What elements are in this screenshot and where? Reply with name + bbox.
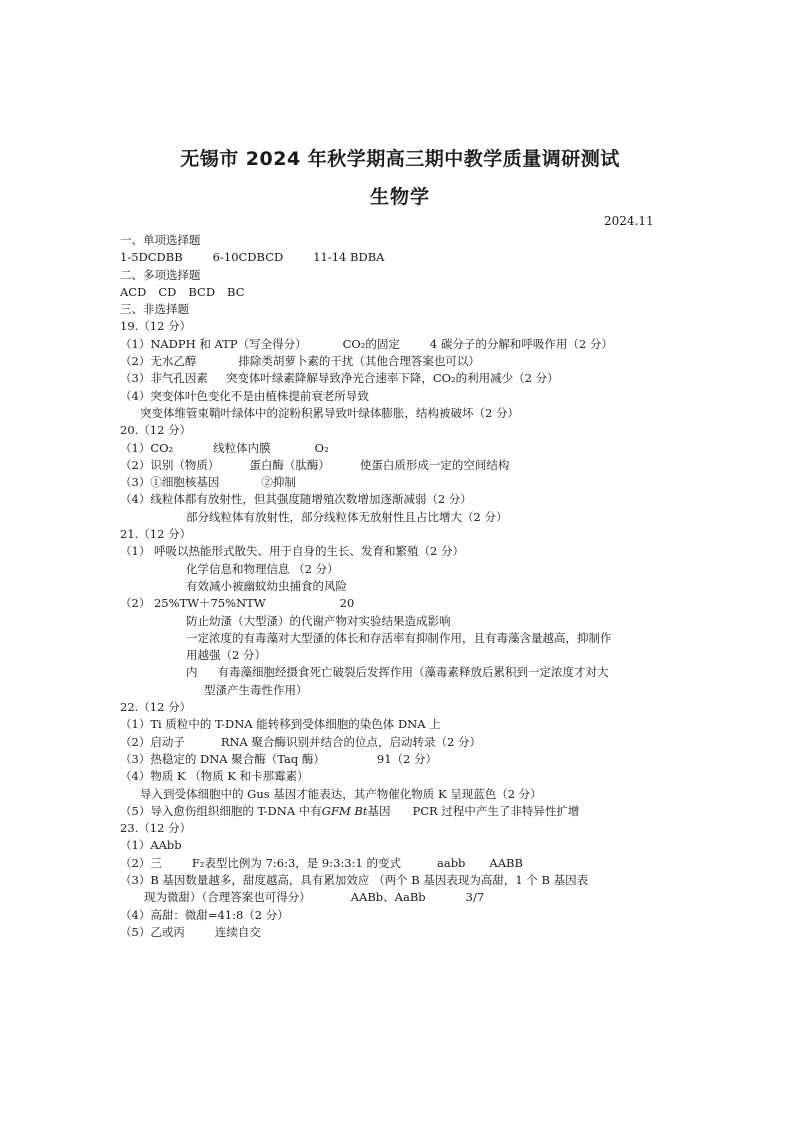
answer-line: 防止幼溞（大型溞）的代谢产物对实验结果造成影响 <box>186 613 451 628</box>
answer-body <box>120 232 680 941</box>
answer-text: 线粒体内膜 <box>213 440 271 455</box>
gene-name: GFM Bt <box>321 803 368 818</box>
section-heading: 三、非选择题 <box>120 302 189 317</box>
section-heading: 一、单项选择题 <box>120 233 201 247</box>
answer-text: CO₂的固定 <box>342 336 400 351</box>
answer-text: （1）NADPH 和 ATP（写全得分） <box>120 336 307 351</box>
answer-text: 91（2 分） <box>376 751 437 766</box>
answer-line <box>120 889 680 906</box>
answer-text: （2） 25%TW＋75%NTW <box>120 596 266 611</box>
answer-line <box>120 440 680 457</box>
answer-group: 11-14 BDBA <box>313 250 385 265</box>
answer-line <box>120 664 680 681</box>
answer-text: aabb <box>436 855 466 870</box>
answer-text: （3）非气孔因素 <box>120 371 208 386</box>
answer-text: （3）①细胞核基因 <box>120 475 220 490</box>
question-header: 22.（12 分） <box>120 700 192 715</box>
answer-line: 一定浓度的有毒藻对大型溞的体长和存活率有抑制作用，且有毒藻含量越高，抑制作 <box>186 630 612 645</box>
answer-line: 型溞产生毒性作用） <box>204 682 308 697</box>
answer-text: （1）CO₂ <box>120 440 174 455</box>
answer-line: （3）B 基因数量越多，甜度越高，具有累加效应 （两个 B 基因表现为高甜，1 个 B 基因表 <box>120 872 589 887</box>
answer-group: 6-10CDBCD <box>212 250 284 265</box>
answer-text: （2）启动子 <box>120 734 185 749</box>
answer-line <box>120 734 680 751</box>
answer-text: （2）三 <box>120 855 162 870</box>
answer-line: 导入到受体细胞中的 Gus 基因才能表达，其产物催化物质 K 呈现蓝色（2 分） <box>140 786 542 801</box>
answer-line: （1）AAbb <box>120 838 182 853</box>
answer-text: 连续自交 <box>214 924 261 939</box>
answer-text: AABB <box>489 855 523 870</box>
answer-line: （1）Ti 质粒中的 T-DNA 能转移到受体细胞的染色体 DNA 上 <box>120 717 441 732</box>
answer-text: 使蛋白质形成一定的空间结构 <box>359 457 510 472</box>
answer-text: F₂表型比例为 7:6:3，是 9:3:3:1 的变式 <box>191 855 401 870</box>
answer-line <box>120 924 680 941</box>
question-header: 20.（12 分） <box>120 423 192 438</box>
answer-text: 蛋白酶（肽酶） <box>249 457 330 472</box>
answer-line: 突变体维管束鞘叶绿体中的淀粉积累导致叶绿体膨胀，结构被破坏（2 分） <box>140 405 519 420</box>
answer-text: 3/7 <box>465 890 485 905</box>
page-title: 无锡市 2024 年秋学期高三期中教学质量调研测试 <box>180 148 620 170</box>
answer-line: 有效减小被幽蚊幼虫捕食的风险 <box>186 578 347 593</box>
subject-title: 生物学 <box>369 186 430 208</box>
question-header: 23.（12 分） <box>120 821 192 836</box>
answer-line <box>120 855 680 872</box>
answer-text: （5）乙或丙 <box>120 924 185 939</box>
answer-line: 用越强（2 分） <box>186 648 266 663</box>
answer-line <box>120 803 680 820</box>
question-header: 19.（12 分） <box>120 319 192 334</box>
answer-line: （1） 呼吸以热能形式散失、用于自身的生长、发育和繁殖（2 分） <box>120 544 464 559</box>
answer-line: （4）突变体叶色变化不是由植株提前衰老所导致 <box>120 388 369 403</box>
multi-choice-answers <box>120 284 680 301</box>
answer-text: O₂ <box>314 440 329 455</box>
answer-group: ACD <box>120 284 147 299</box>
exam-date: 2024.11 <box>604 214 654 228</box>
answer-text: （2）无水乙醇 <box>120 354 197 369</box>
answer-line <box>120 370 680 387</box>
answer-text: 现为微甜）（合理答案也可得分） <box>144 890 311 905</box>
answer-text: （5）导入愈伤组织细胞的 T-DNA 中有 <box>120 803 322 818</box>
answer-text: 突变体叶绿素降解导致净光合速率下降，CO₂的利用减少（2 分） <box>225 371 559 386</box>
single-choice-answers <box>120 249 680 266</box>
answer-line <box>120 474 680 491</box>
answer-line: （4）高甜：微甜=41:8（2 分） <box>120 907 289 922</box>
answer-text: 4 碳分子的分解和呼吸作用（2 分） <box>429 336 613 351</box>
answer-text: （2）识别（物质） <box>120 457 220 472</box>
answer-group: BCD <box>188 284 216 299</box>
answer-text: （3）热稳定的 DNA 聚合酶（Taq 酶） <box>120 751 325 766</box>
answer-text: 排除类胡萝卜素的干扰（其他合理答案也可以） <box>238 354 480 369</box>
answer-line: （4）物质 K （物质 K 和卡那霉素） <box>120 769 309 784</box>
answer-text: 基因 <box>367 803 391 818</box>
answer-text: 内 <box>186 665 198 680</box>
answer-text: 20 <box>339 596 355 611</box>
answer-line <box>120 751 680 768</box>
answer-text: PCR 过程中产生了非特异性扩增 <box>412 803 580 818</box>
answer-group: BC <box>227 284 245 299</box>
answer-text: RNA 聚合酶识别并结合的位点，启动转录（2 分） <box>220 734 481 749</box>
answer-line <box>120 457 680 474</box>
answer-text: ②抑制 <box>261 475 296 490</box>
answer-line: 部分线粒体有放射性，部分线粒体无放射性且占比增大（2 分） <box>186 509 508 524</box>
answer-group: 1-5DCDBB <box>120 250 183 265</box>
section-heading: 二、多项选择题 <box>120 267 201 282</box>
answer-line <box>120 336 680 353</box>
answer-line <box>120 353 680 370</box>
answer-group: CD <box>158 284 177 299</box>
answer-line: （4）线粒体都有放射性，但其强度随增殖次数增加逐渐减弱（2 分） <box>120 492 472 507</box>
answer-text: AABb、AaBb <box>350 890 426 905</box>
answer-text: 有毒藻细胞经摄食死亡破裂后发挥作用（藻毒素释放后累积到一定浓度才对大 <box>217 665 609 680</box>
answer-line <box>120 595 680 612</box>
question-header: 21.（12 分） <box>120 527 192 542</box>
answer-line: 化学信息和物理信息 （2 分） <box>186 561 339 576</box>
